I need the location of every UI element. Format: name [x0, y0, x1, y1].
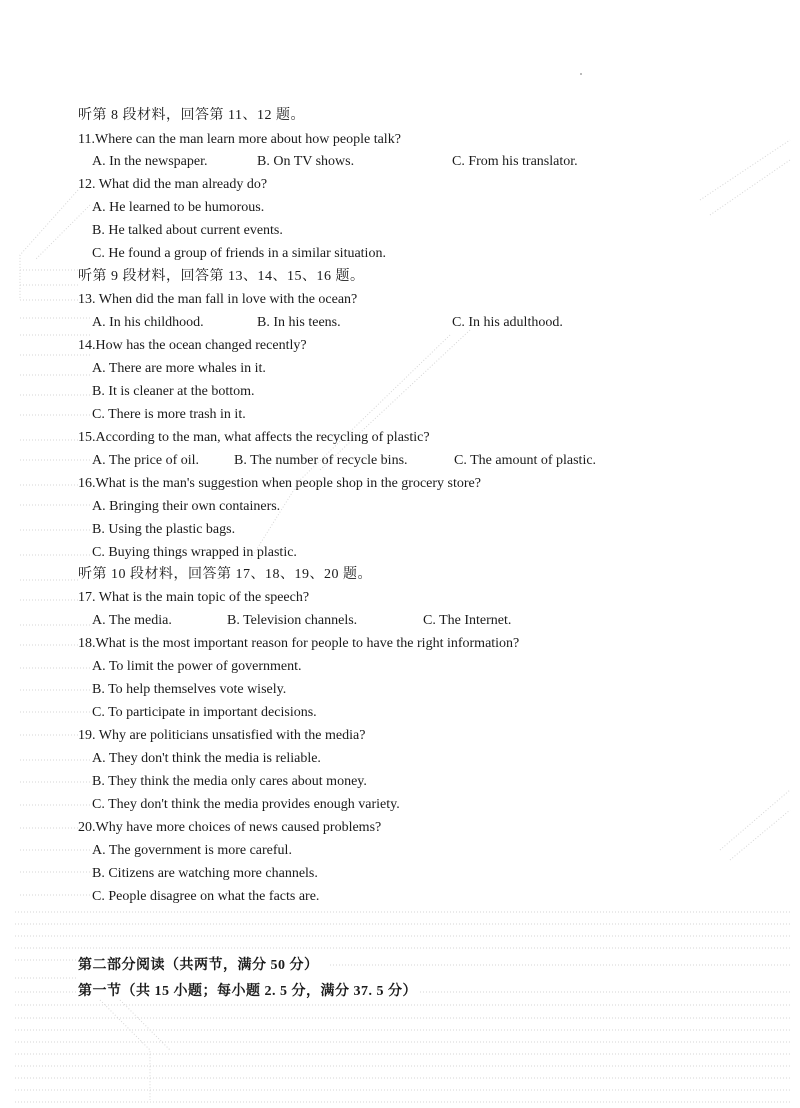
option-a: A. They don't think the media is reliable. — [92, 751, 321, 766]
option-b: B. They think the media only cares about money. — [92, 774, 367, 789]
option-c: C. He found a group of friends in a similar situation. — [92, 246, 386, 261]
option-b: B. Citizens are watching more channels. — [92, 866, 318, 881]
option-a: A. Bringing their own containers. — [92, 499, 281, 514]
option-a: A. The price of oil. — [92, 453, 200, 468]
option-b: B. The number of recycle bins. — [234, 453, 408, 468]
option-b: B. He talked about current events. — [92, 223, 283, 238]
option-c: C. People disagree on what the facts are. — [92, 889, 320, 904]
question-15-options — [92, 451, 712, 471]
option-c: C. The Internet. — [423, 613, 512, 628]
option-c: C. Buying things wrapped in plastic. — [92, 545, 297, 560]
question-19: 19. Why are politicians unsatisfied with the media? — [78, 728, 366, 743]
option-a: A. There are more whales in it. — [92, 361, 266, 376]
question-15: 15.According to the man, what affects the recycling of plastic? — [78, 430, 430, 445]
option-c: C. In his adulthood. — [452, 315, 563, 330]
option-b: B. To help themselves vote wisely. — [92, 682, 287, 697]
option-c: C. From his translator. — [452, 154, 578, 169]
scan-dot — [580, 73, 582, 75]
section-10-header: 听第 10 段材料，回答第 17、18、19、20 题。 — [78, 567, 372, 582]
option-a: A. In the newspaper. — [92, 154, 208, 169]
question-13-options — [92, 313, 712, 333]
section-9-header: 听第 9 段材料，回答第 13、14、15、16 题。 — [78, 269, 365, 284]
question-14: 14.How has the ocean changed recently? — [78, 338, 307, 353]
option-a: A. The government is more careful. — [92, 843, 292, 858]
question-12: 12. What did the man already do? — [78, 177, 268, 192]
option-b: B. It is cleaner at the bottom. — [92, 384, 255, 399]
question-11-options — [92, 152, 712, 172]
question-16: 16.What is the man's suggestion when people shop in the grocery store? — [78, 476, 481, 491]
option-a: A. He learned to be humorous. — [92, 200, 265, 215]
question-17: 17. What is the main topic of the speech? — [78, 590, 310, 605]
question-20: 20.Why have more choices of news caused problems? — [78, 820, 382, 835]
option-a: A. The media. — [92, 613, 172, 628]
option-c: C. To participate in important decisions. — [92, 705, 317, 720]
section-1-title: 第一节（共 15 小题；每小题 2. 5 分，满分 37. 5 分） — [78, 984, 417, 999]
question-13: 13. When did the man fall in love with the ocean? — [78, 292, 358, 307]
option-a: A. In his childhood. — [92, 315, 204, 330]
question-11: 11.Where can the man learn more about how people talk? — [78, 132, 401, 147]
question-18: 18.What is the most important reason for people to have the right information? — [78, 636, 520, 651]
section-8-header: 听第 8 段材料，回答第 11、12 题。 — [78, 108, 305, 123]
option-b: B. Television channels. — [227, 613, 358, 628]
option-c: C. They don't think the media provides enough variety. — [92, 797, 400, 812]
option-c: C. The amount of plastic. — [454, 453, 597, 468]
part-2-title: 第二部分阅读（共两节，满分 50 分） — [78, 958, 319, 973]
option-c: C. There is more trash in it. — [92, 407, 246, 422]
option-b: B. In his teens. — [257, 315, 341, 330]
option-b: B. Using the plastic bags. — [92, 522, 236, 537]
option-b: B. On TV shows. — [257, 154, 355, 169]
question-17-options — [92, 611, 712, 631]
option-a: A. To limit the power of government. — [92, 659, 302, 674]
